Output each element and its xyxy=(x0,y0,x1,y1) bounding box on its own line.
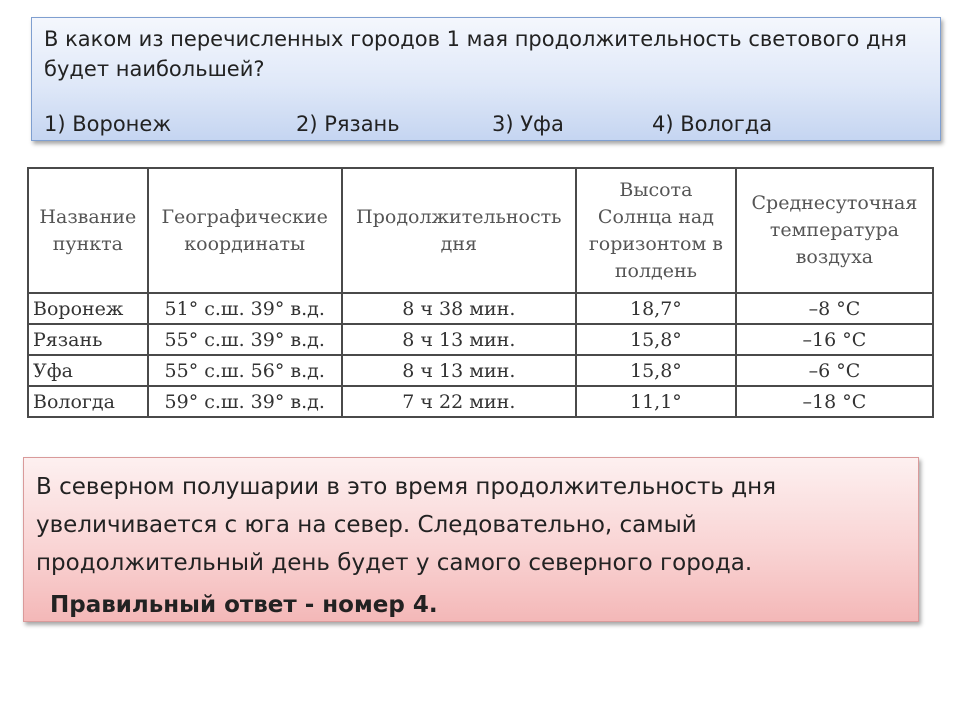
table-row xyxy=(28,324,933,355)
option-3: 3) Уфа xyxy=(492,112,564,136)
header-sun-height: Высота Солнца над горизонтом в полдень xyxy=(576,168,736,293)
option-4: 4) Вологда xyxy=(652,112,773,136)
question-box xyxy=(31,17,941,141)
cell-coordinates: 55° с.ш. 56° в.д. xyxy=(148,355,342,386)
cell-coordinates: 55° с.ш. 39° в.д. xyxy=(148,324,342,355)
cell-temperature: –18 °С xyxy=(736,386,933,417)
cell-coordinates: 51° с.ш. 39° в.д. xyxy=(148,293,342,324)
answer-box xyxy=(23,457,919,622)
header-day-length: Продолжительность дня xyxy=(342,168,576,293)
table-row xyxy=(28,293,933,324)
cell-temperature: –8 °С xyxy=(736,293,933,324)
header-city-name: Название пункта xyxy=(28,168,148,293)
cell-coordinates: 59° с.ш. 39° в.д. xyxy=(148,386,342,417)
cell-city: Воронеж xyxy=(28,293,148,324)
table-header-row xyxy=(28,168,933,293)
header-coordinates: Географические координаты xyxy=(148,168,342,293)
cell-sun-height: 15,8° xyxy=(576,355,736,386)
cell-temperature: –6 °С xyxy=(736,355,933,386)
option-1: 1) Воронеж xyxy=(44,112,172,136)
question-text: В каком из перечисленных городов 1 мая продолжительность светового дня будет наибольшей? xyxy=(44,27,907,81)
cell-day-length: 7 ч 22 мин. xyxy=(342,386,576,417)
table-row xyxy=(28,386,933,417)
answer-explanation: В северном полушарии в это время продолжительность дня увеличивается с юга на север. Следовательно, самый продолжительный день будет у самого северного города. xyxy=(36,474,777,576)
answer-options xyxy=(44,109,928,139)
cell-day-length: 8 ч 13 мин. xyxy=(342,324,576,355)
option-2: 2) Рязань xyxy=(296,112,400,136)
table-row xyxy=(28,355,933,386)
correct-answer: Правильный ответ - номер 4. xyxy=(50,592,438,618)
header-temperature: Среднесуточная температура воздуха xyxy=(736,168,933,293)
cell-temperature: –16 °С xyxy=(736,324,933,355)
cell-sun-height: 11,1° xyxy=(576,386,736,417)
cell-city: Рязань xyxy=(28,324,148,355)
cell-sun-height: 15,8° xyxy=(576,324,736,355)
cell-day-length: 8 ч 38 мин. xyxy=(342,293,576,324)
cell-city: Уфа xyxy=(28,355,148,386)
cell-sun-height: 18,7° xyxy=(576,293,736,324)
cell-day-length: 8 ч 13 мин. xyxy=(342,355,576,386)
cities-data-table xyxy=(27,167,934,418)
cell-city: Вологда xyxy=(28,386,148,417)
